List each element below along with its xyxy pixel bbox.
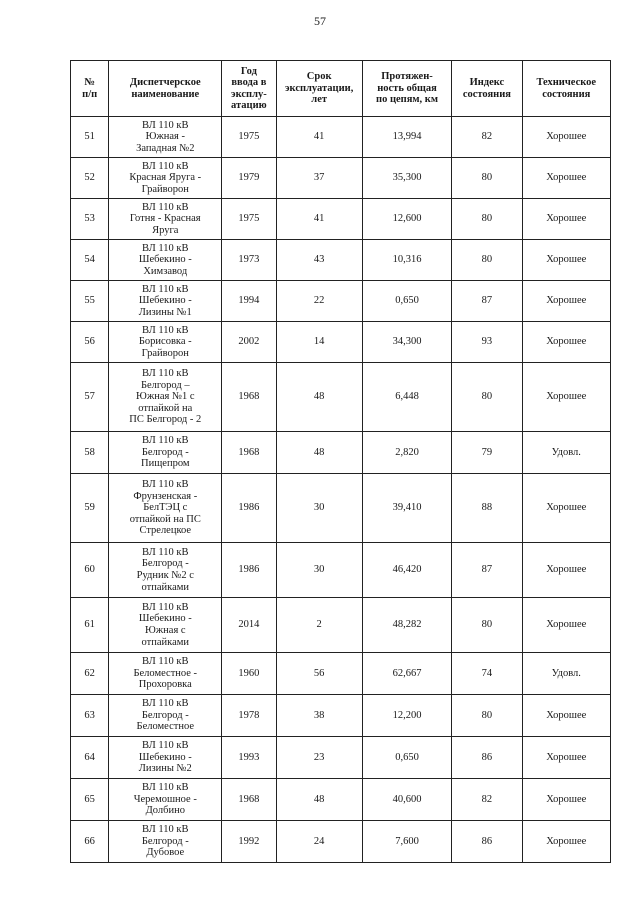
cell-length: 34,300 [362,322,451,363]
cell-length: 40,600 [362,779,451,821]
cell-name: ВЛ 110 кВ Фрунзенская - БелТЭЦ с отпайкой на ПС Стрелецкое [109,474,222,543]
cell-state: Хорошее [522,779,610,821]
cell-length: 0,650 [362,281,451,322]
cell-term: 22 [276,281,362,322]
cell-name: ВЛ 110 кВ Красная Яруга - Грайворон [109,158,222,199]
header-number: № п/п [71,61,109,117]
cell-index: 86 [452,737,522,779]
header-term: Срок эксплуатации, лет [276,61,362,117]
cell-state: Хорошее [522,281,610,322]
table-row [71,117,611,158]
cell-number: 59 [71,474,109,543]
cell-year: 1975 [222,199,276,240]
cell-length: 10,316 [362,240,451,281]
cell-year: 1978 [222,695,276,737]
cell-term: 43 [276,240,362,281]
cell-term: 24 [276,821,362,863]
cell-length: 13,994 [362,117,451,158]
cell-index: 74 [452,653,522,695]
cell-name: ВЛ 110 кВ Шебекино - Лизины №2 [109,737,222,779]
cell-index: 80 [452,240,522,281]
cell-state: Удовл. [522,432,610,474]
cell-name: ВЛ 110 кВ Шебекино - Химзавод [109,240,222,281]
cell-number: 61 [71,598,109,653]
cell-length: 39,410 [362,474,451,543]
cell-number: 58 [71,432,109,474]
cell-number: 57 [71,363,109,432]
cell-name: ВЛ 110 кВ Белгород – Южная №1 с отпайкой на ПС Белгород - 2 [109,363,222,432]
cell-year: 1986 [222,543,276,598]
cell-name: ВЛ 110 кВ Борисовка - Грайворон [109,322,222,363]
table-row [71,199,611,240]
cell-number: 56 [71,322,109,363]
header-name: Диспетчерское наименование [109,61,222,117]
cell-index: 87 [452,543,522,598]
table-row [71,158,611,199]
header-length: Протяжен- ность общая по цепям, км [362,61,451,117]
table-row [71,474,611,543]
cell-length: 48,282 [362,598,451,653]
cell-state: Хорошее [522,543,610,598]
cell-state: Хорошее [522,322,610,363]
cell-year: 1975 [222,117,276,158]
cell-number: 55 [71,281,109,322]
cell-name: ВЛ 110 кВ Белгород - Дубовое [109,821,222,863]
table-row [71,322,611,363]
cell-year: 2002 [222,322,276,363]
cell-index: 87 [452,281,522,322]
cell-state: Хорошее [522,240,610,281]
table-row [71,737,611,779]
cell-term: 30 [276,543,362,598]
cell-number: 53 [71,199,109,240]
cell-state: Хорошее [522,363,610,432]
cell-index: 93 [452,322,522,363]
cell-number: 51 [71,117,109,158]
table-row [71,543,611,598]
header-year: Год ввода в эксплу- атацию [222,61,276,117]
table-row [71,281,611,322]
cell-term: 14 [276,322,362,363]
header-state: Техническое состояния [522,61,610,117]
cell-year: 2014 [222,598,276,653]
cell-name: ВЛ 110 кВ Черемошное - Долбино [109,779,222,821]
table-row [71,598,611,653]
cell-name: ВЛ 110 кВ Беломестное - Прохоровка [109,653,222,695]
cell-year: 1968 [222,432,276,474]
cell-index: 80 [452,695,522,737]
cell-name: ВЛ 110 кВ Шебекино - Южная с отпайками [109,598,222,653]
cell-number: 54 [71,240,109,281]
cell-name: ВЛ 110 кВ Готня - Красная Яруга [109,199,222,240]
cell-index: 80 [452,598,522,653]
table-header-row [71,61,611,117]
cell-length: 2,820 [362,432,451,474]
cell-year: 1960 [222,653,276,695]
cell-year: 1986 [222,474,276,543]
cell-year: 1968 [222,363,276,432]
cell-term: 38 [276,695,362,737]
cell-name: ВЛ 110 кВ Белгород - Беломестное [109,695,222,737]
cell-index: 88 [452,474,522,543]
cell-term: 48 [276,432,362,474]
cell-length: 62,667 [362,653,451,695]
cell-index: 80 [452,158,522,199]
table-row [71,695,611,737]
cell-term: 2 [276,598,362,653]
cell-index: 80 [452,199,522,240]
table-row [71,363,611,432]
cell-index: 79 [452,432,522,474]
cell-length: 12,200 [362,695,451,737]
lines-table [70,60,611,863]
header-index: Индекс состояния [452,61,522,117]
cell-name: ВЛ 110 кВ Белгород - Рудник №2 с отпайками [109,543,222,598]
cell-year: 1994 [222,281,276,322]
cell-year: 1993 [222,737,276,779]
cell-term: 41 [276,117,362,158]
cell-state: Хорошее [522,474,610,543]
cell-length: 0,650 [362,737,451,779]
cell-index: 80 [452,363,522,432]
cell-term: 48 [276,363,362,432]
cell-number: 66 [71,821,109,863]
cell-state: Хорошее [522,117,610,158]
cell-state: Хорошее [522,199,610,240]
cell-length: 6,448 [362,363,451,432]
cell-number: 62 [71,653,109,695]
cell-index: 82 [452,779,522,821]
table-row [71,821,611,863]
cell-state: Хорошее [522,695,610,737]
table-row [71,653,611,695]
cell-term: 41 [276,199,362,240]
cell-length: 12,600 [362,199,451,240]
table-body [71,117,611,863]
table-row [71,432,611,474]
cell-name: ВЛ 110 кВ Белгород - Пищепром [109,432,222,474]
cell-term: 48 [276,779,362,821]
cell-state: Хорошее [522,821,610,863]
cell-number: 65 [71,779,109,821]
page-number: 57 [314,14,326,28]
table-row [71,240,611,281]
cell-state: Удовл. [522,653,610,695]
cell-name: ВЛ 110 кВ Южная - Западная №2 [109,117,222,158]
cell-index: 82 [452,117,522,158]
cell-length: 46,420 [362,543,451,598]
cell-year: 1979 [222,158,276,199]
cell-year: 1973 [222,240,276,281]
cell-term: 23 [276,737,362,779]
cell-state: Хорошее [522,158,610,199]
cell-state: Хорошее [522,737,610,779]
cell-term: 37 [276,158,362,199]
cell-number: 60 [71,543,109,598]
cell-length: 7,600 [362,821,451,863]
cell-name: ВЛ 110 кВ Шебекино - Лизины №1 [109,281,222,322]
cell-term: 30 [276,474,362,543]
cell-number: 64 [71,737,109,779]
cell-year: 1968 [222,779,276,821]
cell-index: 86 [452,821,522,863]
cell-term: 56 [276,653,362,695]
cell-number: 52 [71,158,109,199]
cell-length: 35,300 [362,158,451,199]
cell-year: 1992 [222,821,276,863]
table-row [71,779,611,821]
cell-state: Хорошее [522,598,610,653]
cell-number: 63 [71,695,109,737]
